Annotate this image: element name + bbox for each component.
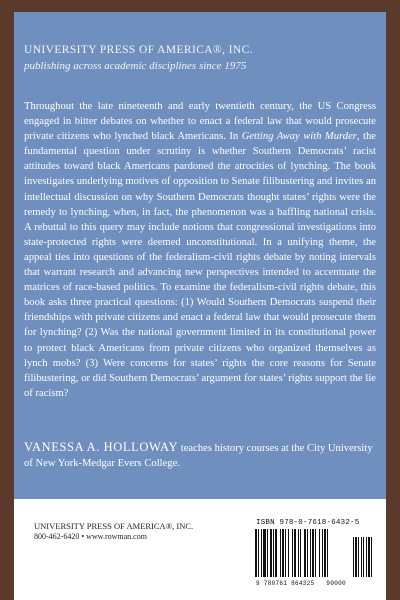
footer-contact: 800-462-6420 • www.rowman.com: [34, 532, 147, 541]
barcode-digits: [256, 580, 346, 587]
footer-publisher: UNIVERSITY PRESS OF AMERICA®, INC.: [34, 521, 194, 531]
publisher-tagline: publishing across academic disciplines since 1975: [24, 60, 247, 72]
book-description: [24, 99, 376, 401]
blurb-text-1: Throughout the late nineteenth and early twentieth century, the US Congress engaged in bitter debates on whether to enact a federal law that would prosecute private citizens who lynched black Americans. In: [24, 101, 376, 143]
book-title: Getting Away with Murder: [241, 131, 357, 143]
blurb-text-2: , the fundamental question under scrutiny is whether Southern Democrats’ racist attitudes toward black Americans pardoned the atrocities of lynching. The book investigates underlying motives of opposition to Senate filibustering and invites an intellectual discussion on why Southern Democrats thought states’ rights were the remedy to lynching, when, in fact, the phenomenon was a baffling national crisis. A rebuttal to this query may include notions that congressional investigations into state-protected rights were deemed unconstitutional. In a unifying theme, the appeal ties into questions of the federalism-civil rights debate by noting intervals that warrant research and advancing new perspectives intended to accentuate the matrices of race-based politics. To examine the federalism-civil rights debate, this book asks three practical questions: (1) Would Southern Democrats suspend their friendships with private citizens and enact a federal law that would prosecute them for lynching? (2) Was the national government limited in its constitutional power to protect black Americans from private citizens who organized themselves as lynch mobs? (3) Were concerns for states’ rights the core reasons for Senate filibustering, or did Southern Democrats’ argument for states’ rights support the lie of racism?: [24, 131, 377, 399]
author-name: VANESSA A. HOLLOWAY: [24, 440, 179, 454]
isbn-text: ISBN 978-0-7618-6432-5: [256, 519, 360, 527]
frame-right: [386, 0, 400, 600]
frame-left: [0, 0, 14, 600]
barcode-main-digits: 9 780761 864325: [256, 580, 315, 587]
author-bio-text: teaches history courses at the City University of New York-Medgar Evers College.: [24, 443, 373, 470]
barcode-price-code: 90000: [326, 580, 346, 587]
publisher-name: UNIVERSITY PRESS OF AMERICA®, INC.: [24, 44, 253, 56]
frame-top: [0, 0, 400, 12]
author-bio: [24, 440, 376, 471]
barcode-bars: [255, 529, 377, 579]
